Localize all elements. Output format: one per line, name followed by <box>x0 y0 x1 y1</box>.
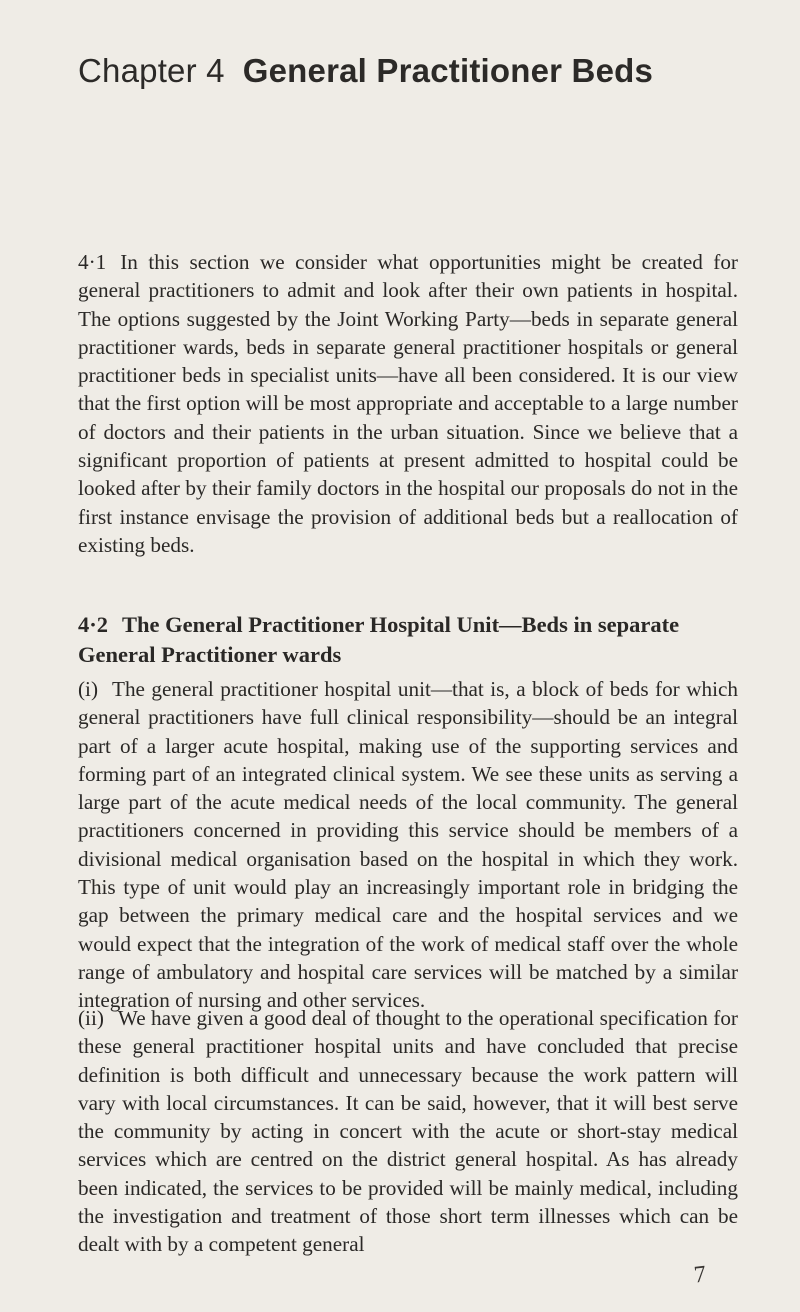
chapter-name: General Practitioner Beds <box>242 52 654 89</box>
section-heading-4-2 <box>78 610 738 670</box>
paragraph-text: In this section we consider what opportunities might be created for general practitioners to admit and look after their own patients in hospital. The options suggested by the Joint Working Party—beds in separate general practitioner wards, beds in separate general practitioner hospitals or general practitioner beds in specialist units—have all been considered. It is our view that the first option will be most appropriate and acceptable to a large number of doctors and their patients in the urban situation. Since we believe that a significant proportion of patients at present admitted to hospital could be looked after by their family doctors in the hospital our proposals do not in the first instance envisage the provision of additional beds but a reallocation of existing beds. <box>78 250 738 557</box>
paragraph-text: The general practitioner hospital unit—that is, a block of beds for which general practitioners have full clinical responsibility—should be an integral part of a larger acute hospital, making use of the supporting services and forming part of an integrated clinical system. We see these units as serving a large part of the acute medical needs of the local community. The general practitioners concerned in providing this service should be members of a divisional medical organisation based on the hospital in which they work. This type of unit would play an increasingly important role in bridging the gap between the primary medical care and the hospital services and we would expect that the integration of the work of medical staff over the whole range of ambulatory and hospital care services will be matched by a similar integration of nursing and other services. <box>78 677 738 1013</box>
paragraph-number: (i) <box>78 677 98 701</box>
chapter-title <box>78 52 653 90</box>
page-number: 7 <box>692 1261 708 1289</box>
paragraph-number: 4·1 <box>78 250 107 274</box>
paragraph-4-2-ii <box>78 1004 738 1259</box>
section-title: The General Practitioner Hospital Unit—Beds in separate General Practitioner wards <box>78 612 680 667</box>
paragraph-4-1 <box>78 248 738 559</box>
paragraph-text: We have given a good deal of thought to the operational specification for these general practitioner hospital units and have concluded that precise definition is both difficult and unnecessary because the work pattern will vary with local circumstances. It can be said, however, that it will best serve the community by acting in concert with the acute or short-stay medical services which are centred on the district general hospital. As has already been indicated, the services to be provided will be mainly medical, including the investigation and treatment of those short term illnesses which can be dealt with by a competent general <box>78 1006 738 1257</box>
section-number: 4·2 <box>78 612 109 637</box>
paragraph-number: (ii) <box>78 1006 104 1030</box>
chapter-number: Chapter 4 <box>78 52 225 89</box>
paragraph-4-2-i <box>78 675 738 1015</box>
